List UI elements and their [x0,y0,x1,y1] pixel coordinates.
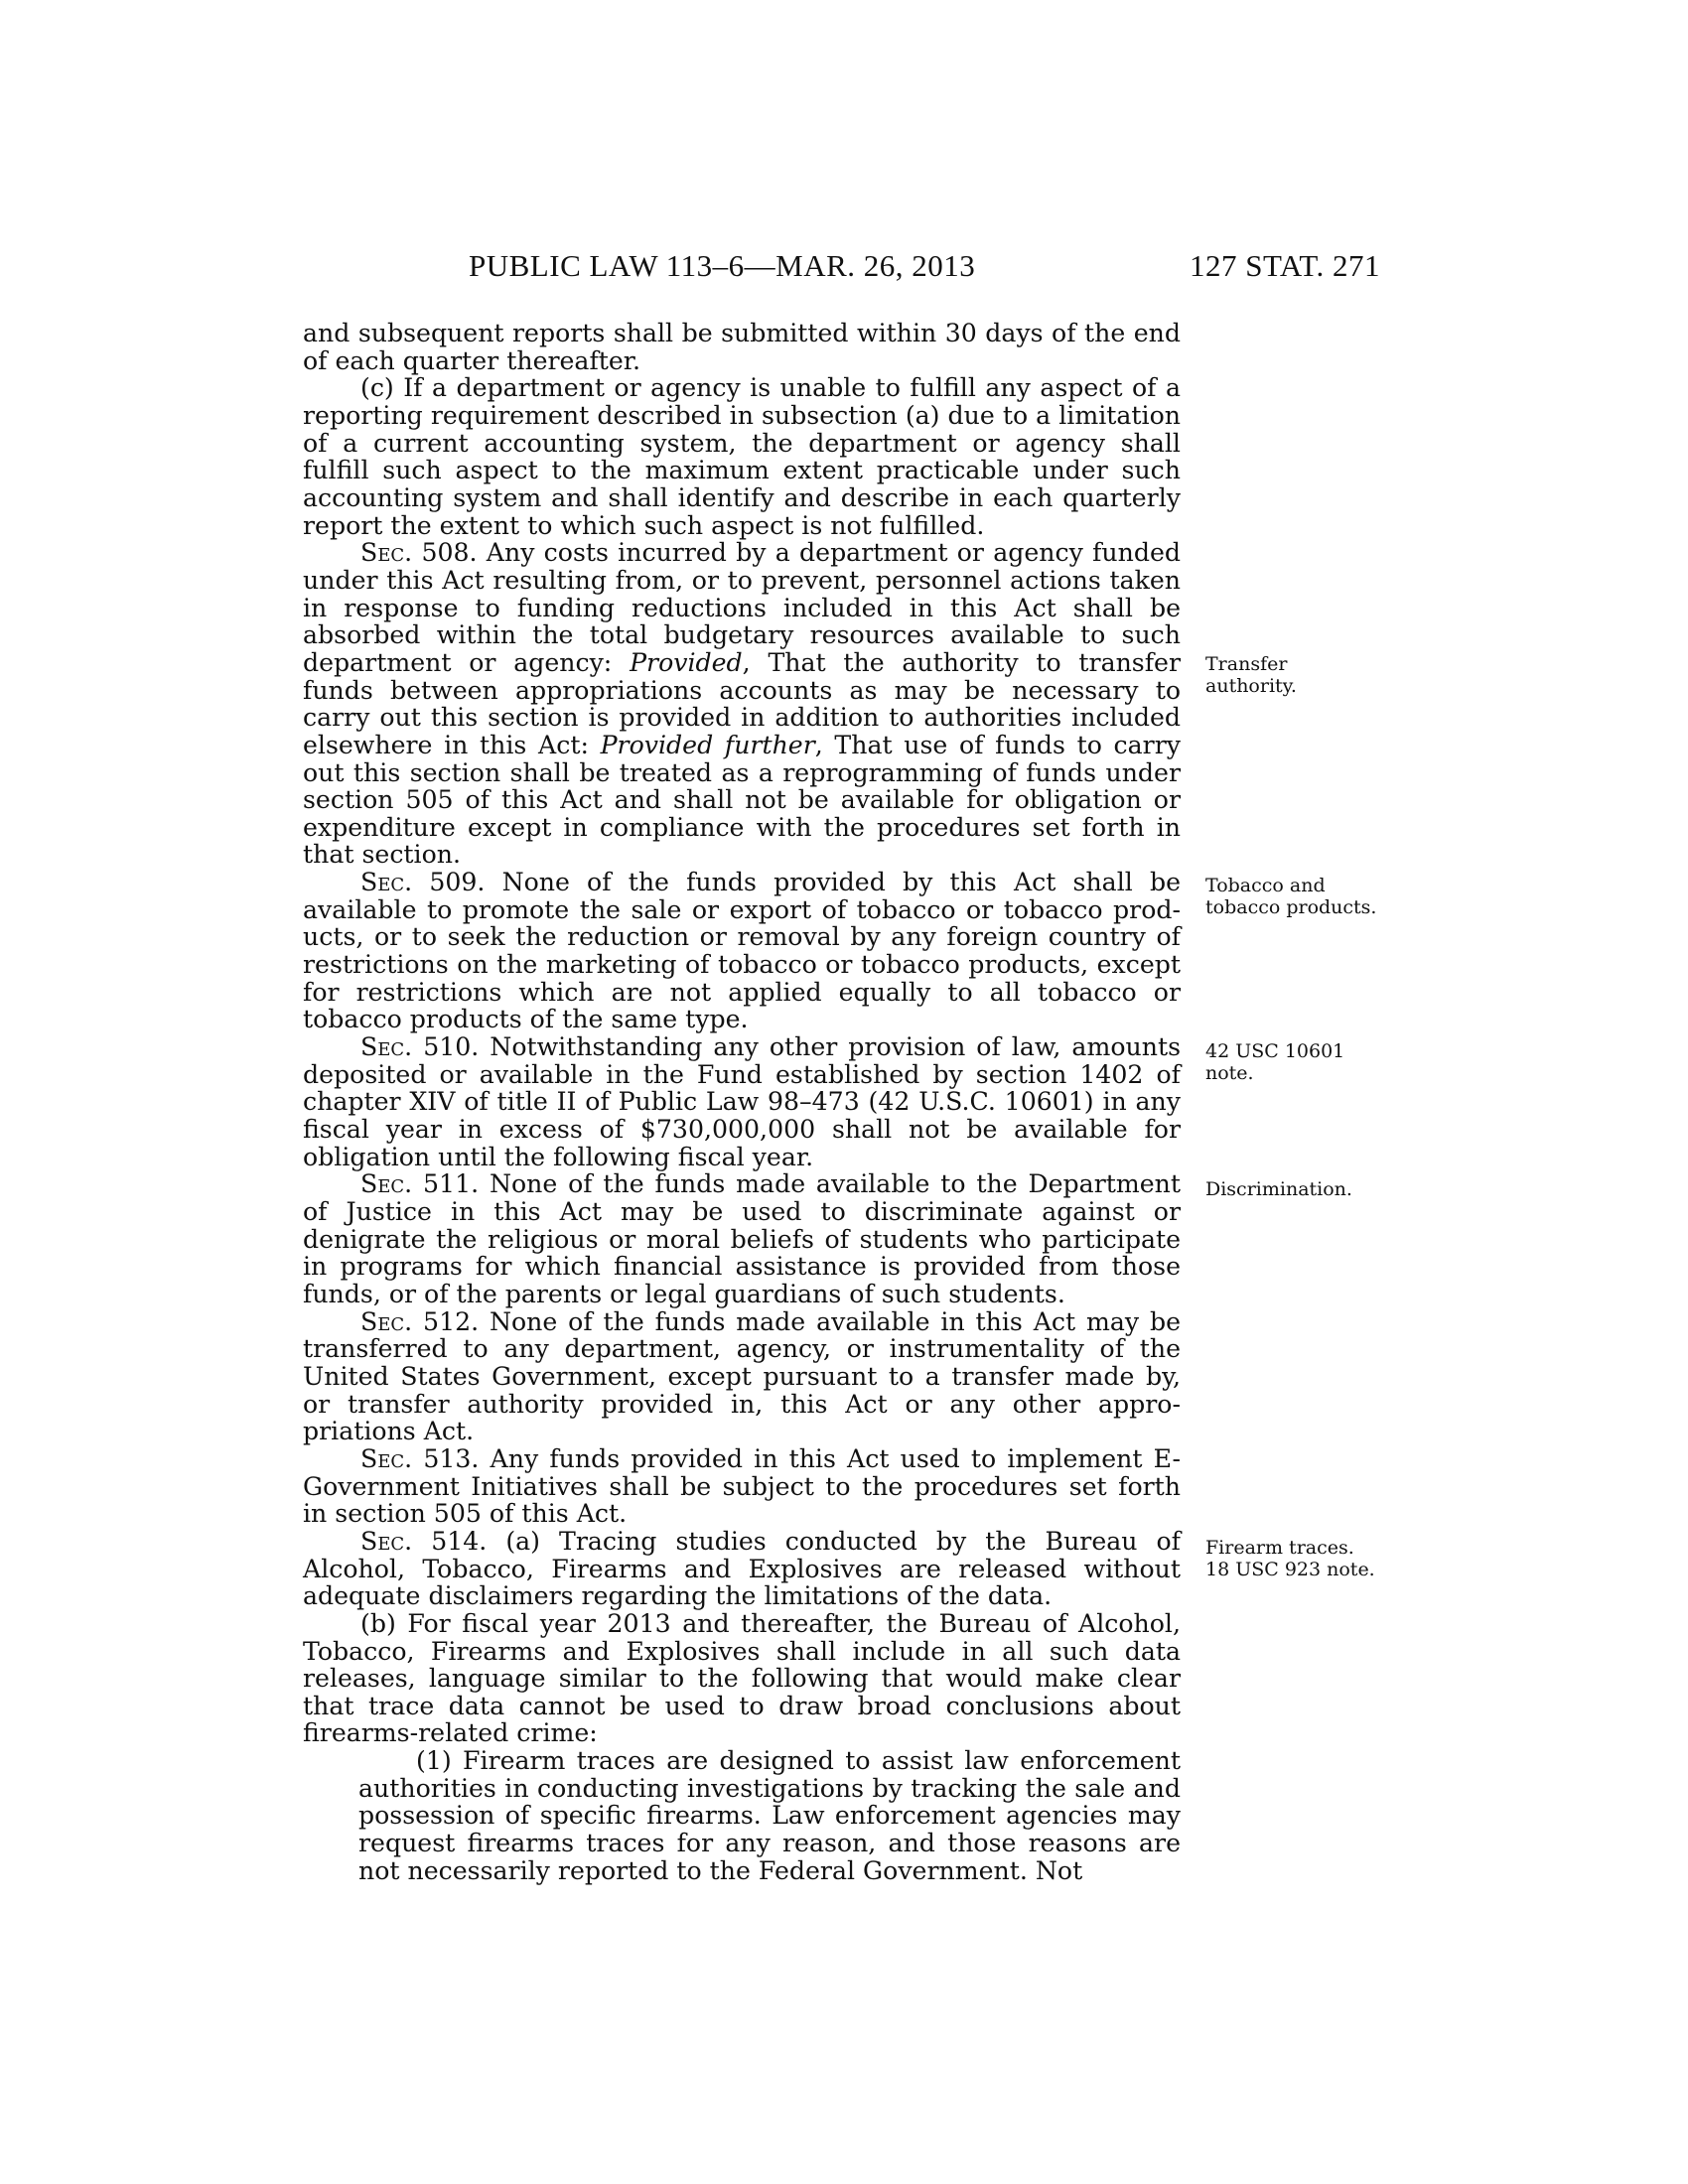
margin-note-line: tobacco products. [1205,896,1377,918]
section-512-text: 512. None of the funds made available in this Act may be transferred to any department, agency, or instrumentality of the United States Government, except pursuant to a transfer made by, or transfer authority provided in, this Act or any other appro-priations Act. [303,1306,1181,1446]
section-514-b-1: (1) Firearm traces are designed to assist law enforcement authorities in conducting investigations by tracking the sale and possession of specific firearms. Law enforcement agencies may request firearms traces for any reason, and those reasons are not necessarily reported to the Federal Government. Not [358,1746,1181,1885]
page-header [298,248,1380,288]
sec-label: Sec. [360,1306,413,1336]
margin-note-line: Discrimination. [1205,1178,1352,1200]
margin-note-line: note. [1205,1062,1254,1084]
margin-note-firearm-traces [1205,1537,1384,1580]
margin-note-line: Firearm traces. [1205,1537,1354,1559]
section-509-text: 509. None of the funds provided by this Act shall be available to promote the sale or export of tobacco or tobacco prod-ucts, or to seek the reduction or removal by any foreign country of restrictions on the marketing of tobacco or tobacco products, except for restrictions which are not applied equally to all tobacco or tobacco products of the same type. [303,868,1181,1034]
section-511-text: 511. None of the funds made available to the Department of Justice in this Act may be used to discriminate against or denigrate the religious or moral beliefs of students who participate in programs for which financial assistance is provided from those funds, or of the parents or legal guardians of such students. [303,1169,1181,1308]
sec-label: Sec. [360,1169,413,1199]
document-body [303,320,1181,1884]
section-510-text: 510. Notwithstanding any other provision of law, amounts deposited or available in the Fund established by section 1402 of chapter XIV of title II of Public Law 98–473 (42 U.S.C. 10601) in any fiscal year in excess of $730,000,000 shall not be available for obligation until the following fiscal year. [303,1032,1181,1171]
margin-note-line: 18 USC 923 note. [1205,1559,1375,1580]
section-513-text: 513. Any funds provided in this Act used to implement E-Government Initiatives shall be subject to the procedures set forth in section 505 of this Act. [303,1443,1181,1529]
section-514-b: (b) For fiscal year 2013 and thereafter, the Bureau of Alcohol, Tobacco, Firearms and Explosives shall include in all such data releases, language similar to the following that would make clear that trace data cannot be used to draw broad conclusions about firearms-related crime: [303,1608,1181,1748]
section-508-mid: , That the authority to transfer funds between appropriations accounts as may be necessary to carry out this section is provided in addition to authorities included elsewhere in this Act: [303,647,1182,759]
margin-note-discrimination [1205,1178,1384,1200]
sec-label: Sec. [360,1443,413,1473]
sec-label: Sec. [360,868,413,897]
margin-note-42-usc-10601 [1205,1040,1384,1084]
margin-note-line: authority. [1205,675,1297,697]
margin-note-tobacco [1205,875,1384,918]
section-511 [303,1170,1181,1307]
provided-italic: Provided [630,647,743,677]
margin-note-line: Tobacco and [1205,875,1326,896]
section-512 [303,1308,1181,1445]
section-514-text: 514. (a) Tracing studies conducted by the Bureau of Alcohol, Tobacco, Firearms and Explosives are released without adequate disclaimers regarding the limitations of the data. [303,1526,1181,1611]
section-508 [303,539,1181,869]
section-510 [303,1033,1181,1170]
margin-note-line: Transfer [1205,653,1288,675]
margin-note-line: 42 USC 10601 [1205,1040,1345,1062]
sec-label: Sec. [360,538,413,568]
section-514 [303,1528,1181,1610]
section-508-text: 508. Any costs incurred by a department or agency funded under this Act resulting from, or to prevent, personnel actions taken in response to funding reductions included in this Act shall be absorbed within the total budgetary resources available to such department or agency: [303,538,1181,677]
sec-label: Sec. [360,1526,413,1556]
page-title: PUBLIC LAW 113–6—MAR. 26, 2013 [469,248,976,283]
statute-page-number: 127 STAT. 271 [1189,248,1380,283]
sec-label: Sec. [360,1032,413,1062]
paragraph-continuation: and subsequent reports shall be submitted within 30 days of the end of each quarter thereafter. [303,319,1181,375]
section-513 [303,1445,1181,1528]
paragraph-subsection-c: (c) If a department or agency is unable to fulfill any aspect of a reporting requirement described in subsection (a) due to a limitation of a current accounting system, the department or agency shall fulfill such aspect to the maximum extent practicable under such accounting system and shall identify and describe in each quarterly report the extent to which such aspect is not fulfilled. [303,373,1181,540]
section-508-end: , That use of funds to carry out this section shall be treated as a reprogramming of funds under section 505 of this Act and shall not be available for obligation or expenditure except in compliance with the procedures set forth in that section. [303,730,1181,870]
margin-note-transfer-authority [1205,653,1384,697]
provided-further-italic: Provided further [600,730,815,759]
section-509 [303,869,1181,1033]
